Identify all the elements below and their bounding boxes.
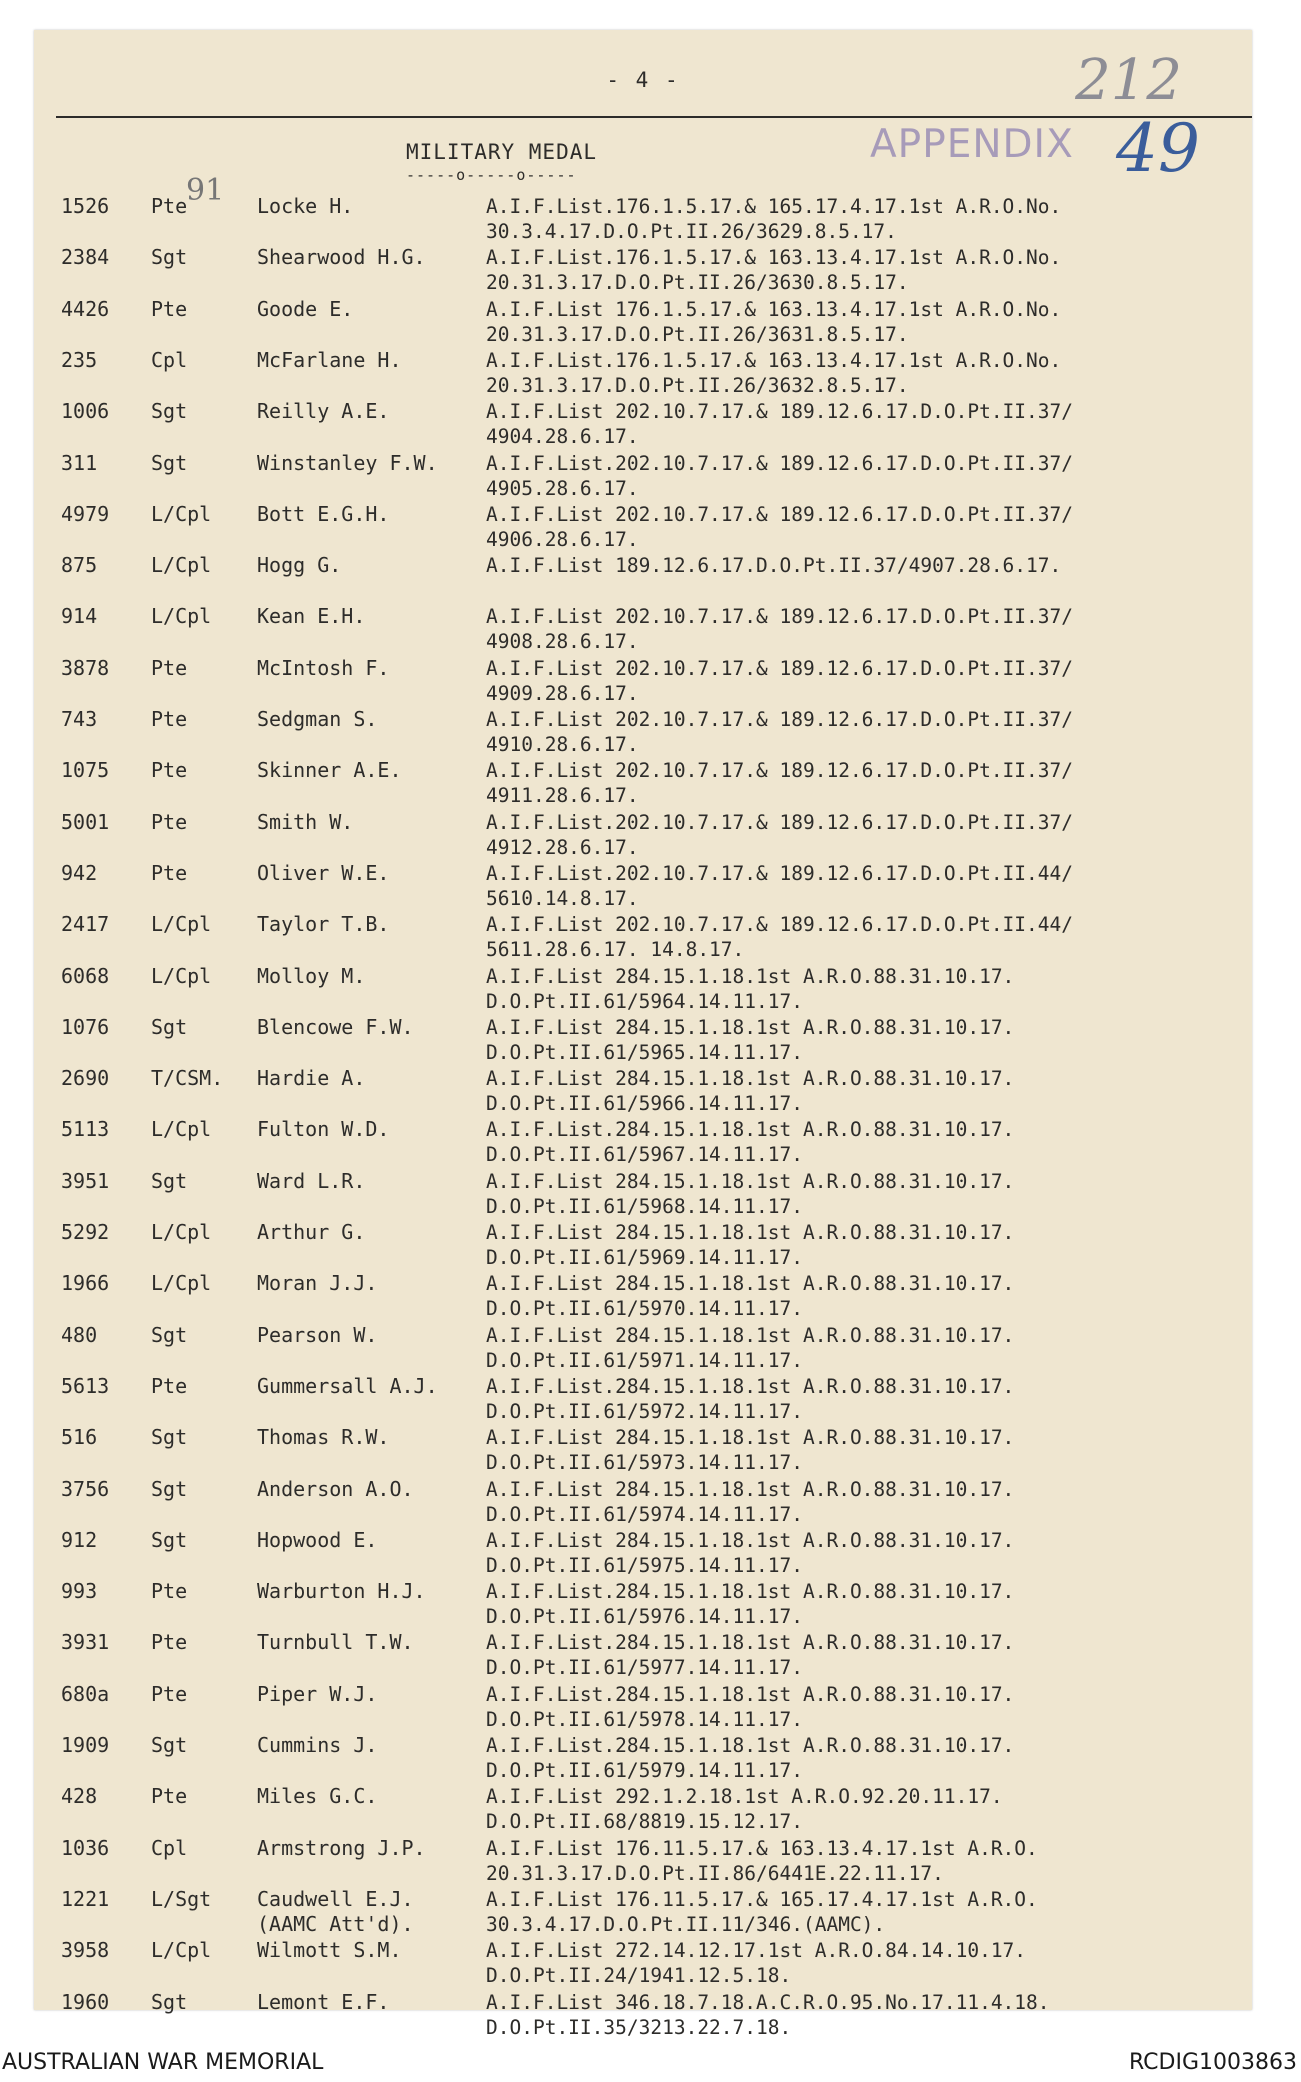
citation-line-2: D.O.Pt.II.61/5966.14.11.17. (486, 1092, 803, 1116)
soldier-name: Taylor T.B. (257, 912, 390, 937)
rank: L/Cpl (151, 912, 212, 937)
citation-line-1: A.I.F.List 202.10.7.17.& 189.12.6.17.D.O.Pt.II.37/ (486, 708, 1073, 731)
rank: Sgt (151, 1476, 188, 1501)
service-number: 3756 (61, 1476, 110, 1501)
citation-reference (486, 1271, 1014, 1321)
citation-line-2: D.O.Pt.II.61/5979.14.11.17. (486, 1759, 803, 1782)
rank: Pte (151, 655, 188, 680)
service-number: 1076 (61, 1014, 110, 1039)
citation-line-1: A.I.F.List 284.15.1.18.1st A.R.O.88.31.10.17. (486, 1221, 1015, 1244)
citation-line-1: A.I.F.List.202.10.7.17.& 189.12.6.17.D.O.Pt.II.37/ (486, 810, 1073, 834)
service-number: 3931 (61, 1630, 110, 1655)
citation-reference (486, 1630, 1014, 1680)
footer-catalogue-id: RCDIG1003863 (1128, 2050, 1297, 2075)
footer-source: AUSTRALIAN WAR MEMORIAL (2, 2050, 324, 2075)
citation-line-2: 5611.28.6.17. 14.8.17. (486, 938, 745, 962)
citation-line-1: A.I.F.List 176.1.5.17.& 163.13.4.17.1st A.R.O.No. (486, 297, 1062, 321)
citation-line-1: A.I.F.List 202.10.7.17.& 189.12.6.17.D.O.Pt.II.37/ (486, 502, 1073, 526)
service-number: 2417 (61, 912, 110, 937)
soldier-name: Winstanley F.W. (257, 450, 438, 475)
citation-line-1: A.I.F.List 284.15.1.18.1st A.R.O.88.31.10.17. (486, 1272, 1015, 1296)
citation-reference (486, 604, 1073, 654)
citation-reference (486, 912, 1073, 962)
citation-line-2: 4912.28.6.17. (486, 835, 639, 859)
citation-line-1: A.I.F.List 202.10.7.17.& 189.12.6.17.D.O.Pt.II.37/ (486, 656, 1073, 680)
appendix-stamp: APPENDIX (870, 122, 1074, 167)
citation-line-1: A.I.F.List 202.10.7.17.& 189.12.6.17.D.O.Pt.II.37/ (486, 400, 1073, 424)
citation-reference (486, 810, 1073, 860)
section-heading: MILITARY MEDAL (406, 140, 598, 164)
citation-line-2: 4908.28.6.17. (486, 630, 639, 654)
citation-line-1: A.I.F.List.284.15.1.18.1st A.R.O.88.31.10.17. (486, 1118, 1015, 1142)
citation-line-2: D.O.Pt.II.61/5973.14.11.17. (486, 1451, 803, 1475)
citation-reference (486, 1528, 1014, 1578)
citation-line-1: A.I.F.List 284.15.1.18.1st A.R.O.88.31.10.17. (486, 1015, 1015, 1039)
citation-line-1: A.I.F.List 176.11.5.17.& 165.17.4.17.1st A.R.O. (486, 1887, 1038, 1911)
soldier-name: McIntosh F. (257, 655, 390, 680)
rank: Pte (151, 194, 188, 218)
citation-reference (486, 348, 1061, 398)
citation-line-1: A.I.F.List.284.15.1.18.1st A.R.O.88.31.10.17. (486, 1682, 1015, 1706)
soldier-name: Locke H. (257, 194, 354, 218)
soldier-name: Piper W.J. (257, 1681, 378, 1706)
service-number: 1221 (61, 1886, 110, 1911)
rank: Sgt (151, 450, 188, 475)
citation-reference (486, 1169, 1014, 1219)
citation-line-2: 4905.28.6.17. (486, 476, 639, 500)
soldier-name: Kean E.H. (257, 604, 366, 629)
service-number: 5292 (61, 1220, 110, 1244)
service-number: 2384 (61, 245, 110, 270)
citation-line-1: A.I.F.List.176.1.5.17.& 163.13.4.17.1st A.R.O.No. (486, 348, 1062, 372)
citation-line-1: A.I.F.List 284.15.1.18.1st A.R.O.88.31.10.17. (486, 1426, 1015, 1450)
citation-reference (486, 1117, 1014, 1167)
citation-reference (486, 1887, 1038, 1937)
soldier-name: Shearwood H.G. (257, 245, 426, 270)
citation-line-2: 20.31.3.17.D.O.Pt.II.86/6441E.22.11.17. (486, 1861, 944, 1885)
rank: L/Sgt (151, 1886, 212, 1911)
citation-reference (486, 758, 1073, 808)
soldier-name: Warburton H.J. (257, 1579, 426, 1604)
citation-line-1: A.I.F.List 176.11.5.17.& 163.13.4.17.1st A.R.O. (486, 1836, 1038, 1860)
citation-line-1: A.I.F.List 272.14.12.17.1st A.R.O.84.14.10.17. (486, 1939, 1027, 1963)
citation-line-2: 4909.28.6.17. (486, 681, 639, 705)
rank: Sgt (151, 1733, 188, 1757)
citation-line-2: D.O.Pt.II.61/5974.14.11.17. (486, 1502, 803, 1526)
citation-reference (486, 1066, 1014, 1116)
soldier-name: Armstrong J.P. (257, 1835, 426, 1860)
service-number: 4426 (61, 296, 110, 321)
rank: Pte (151, 1630, 188, 1655)
soldier-name: Turnbull T.W. (257, 1630, 414, 1655)
citation-line-2: 20.31.3.17.D.O.Pt.II.26/3632.8.5.17. (486, 373, 909, 397)
citation-reference (486, 1015, 1014, 1065)
soldier-name-note: (AAMC Att'd). (257, 1911, 414, 1936)
soldier-name: Bott E.G.H. (257, 501, 390, 526)
citation-line-2: D.O.Pt.II.61/5972.14.11.17. (486, 1399, 803, 1423)
service-number: 875 (61, 553, 98, 578)
rank: L/Cpl (151, 963, 212, 988)
citation-line-1: A.I.F.List 346.18.7.18.A.C.R.O.95.No.17.11.4.18. (486, 1990, 1050, 2014)
citation-reference (486, 1579, 1014, 1629)
soldier-name: Gummersall A.J. (257, 1373, 438, 1398)
service-number: 5613 (61, 1373, 110, 1398)
rank: Sgt (151, 1168, 188, 1193)
citation-line-2: 20.31.3.17.D.O.Pt.II.26/3630.8.5.17. (486, 271, 909, 295)
service-number: 1526 (61, 194, 110, 218)
citation-line-2: 30.3.4.17.D.O.Pt.II.26/3629.8.5.17. (486, 220, 897, 243)
appendix-handwritten-number: 49 (1116, 110, 1200, 187)
citation-line-2: D.O.Pt.II.61/5970.14.11.17. (486, 1297, 803, 1321)
service-number: 942 (61, 860, 98, 885)
header-rule (56, 116, 1252, 118)
rank: L/Cpl (151, 553, 212, 578)
citation-line-2: D.O.Pt.II.61/5964.14.11.17. (486, 989, 803, 1013)
citation-line-1: A.I.F.List.202.10.7.17.& 189.12.6.17.D.O.Pt.II.44/ (486, 861, 1073, 885)
rank: Cpl (151, 1835, 188, 1860)
soldier-name: Miles G.C. (257, 1784, 378, 1809)
citation-line-1: A.I.F.List.202.10.7.17.& 189.12.6.17.D.O.Pt.II.37/ (486, 451, 1073, 475)
citation-line-2: D.O.Pt.II.61/5975.14.11.17. (486, 1553, 803, 1577)
citation-line-1: A.I.F.List.284.15.1.18.1st A.R.O.88.31.10.17. (486, 1631, 1015, 1655)
citation-line-2: 4911.28.6.17. (486, 784, 639, 808)
rank: L/Cpl (151, 1117, 212, 1142)
citation-reference (486, 297, 1061, 347)
rank: Sgt (151, 1989, 188, 2014)
citation-line-2: D.O.Pt.II.61/5971.14.11.17. (486, 1348, 803, 1372)
citation-line-1: A.I.F.List 284.15.1.18.1st A.R.O.88.31.10.17. (486, 1169, 1015, 1193)
citation-line-1: A.I.F.List 284.15.1.18.1st A.R.O.88.31.10.17. (486, 1477, 1015, 1501)
citation-line-2: D.O.Pt.II.68/8819.15.12.17. (486, 1810, 803, 1834)
citation-reference (486, 1220, 1014, 1270)
citation-line-1: A.I.F.List 284.15.1.18.1st A.R.O.88.31.10.17. (486, 1528, 1015, 1552)
service-number: 235 (61, 347, 98, 372)
rank: Pte (151, 809, 188, 834)
soldier-name: Hopwood E. (257, 1527, 378, 1552)
citation-line-1: A.I.F.List 202.10.7.17.& 189.12.6.17.D.O.Pt.II.44/ (486, 913, 1073, 937)
citation-line-1: A.I.F.List 189.12.6.17.D.O.Pt.II.37/4907.28.6.17. (486, 554, 1062, 578)
citation-line-2: D.O.Pt.II.61/5976.14.11.17. (486, 1605, 803, 1629)
soldier-name: Goode E. (257, 296, 354, 321)
citation-reference (486, 502, 1073, 552)
rank: T/CSM. (151, 1066, 224, 1091)
rank: Pte (151, 758, 188, 783)
handwritten-folio-number: 212 (1075, 48, 1182, 113)
soldier-name: Arthur G. (257, 1220, 366, 1244)
rank: Sgt (151, 1527, 188, 1552)
service-number: 3878 (61, 655, 110, 680)
service-number: 4979 (61, 501, 110, 526)
citation-reference (486, 964, 1014, 1014)
service-number: 993 (61, 1579, 98, 1604)
citation-reference (486, 1990, 1050, 2040)
page-number: - 4 - (606, 68, 680, 92)
service-number: 5113 (61, 1117, 110, 1142)
citation-line-2: 4904.28.6.17. (486, 425, 639, 449)
service-number: 1036 (61, 1835, 110, 1860)
rank: Sgt (151, 399, 188, 424)
rank: Sgt (151, 1014, 188, 1039)
soldier-name: Smith W. (257, 809, 354, 834)
soldier-name: Fulton W.D. (257, 1117, 390, 1142)
citation-line-2: D.O.Pt.II.61/5969.14.11.17. (486, 1246, 803, 1269)
citation-line-2: D.O.Pt.II.61/5965.14.11.17. (486, 1040, 803, 1064)
citation-line-2: D.O.Pt.II.61/5977.14.11.17. (486, 1656, 803, 1680)
service-number: 914 (61, 604, 98, 629)
heading-underline: -----o-----o----- (406, 166, 577, 184)
soldier-name: Thomas R.W. (257, 1425, 390, 1450)
service-number: 1075 (61, 758, 110, 783)
rank: Pte (151, 296, 188, 321)
service-number: 680a (61, 1681, 110, 1706)
service-number: 480 (61, 1322, 98, 1347)
citation-reference (486, 451, 1073, 501)
soldier-name: Oliver W.E. (257, 860, 390, 885)
service-number: 428 (61, 1784, 98, 1809)
citation-reference (486, 707, 1073, 757)
citation-line-1: A.I.F.List 284.15.1.18.1st A.R.O.88.31.10.17. (486, 964, 1015, 988)
citation-line-1: A.I.F.List.284.15.1.18.1st A.R.O.88.31.10.17. (486, 1374, 1015, 1398)
citation-line-1: A.I.F.List 284.15.1.18.1st A.R.O.88.31.10.17. (486, 1067, 1015, 1091)
citation-line-1: A.I.F.List 292.1.2.18.1st A.R.O.92.20.11.17. (486, 1785, 1003, 1809)
citation-reference (486, 1425, 1014, 1475)
soldier-name: McFarlane H. (257, 347, 402, 372)
service-number: 1006 (61, 399, 110, 424)
citation-line-1: A.I.F.List 202.10.7.17.& 189.12.6.17.D.O.Pt.II.37/ (486, 605, 1073, 629)
citation-reference (486, 553, 1061, 578)
citation-reference (486, 1784, 1003, 1834)
service-number: 311 (61, 450, 98, 475)
soldier-name: Lemont E.F. (257, 1989, 390, 2014)
margin-note: 91 (186, 173, 225, 208)
rank: Cpl (151, 347, 188, 372)
citation-reference (486, 1477, 1014, 1527)
citation-line-2: D.O.Pt.II.61/5967.14.11.17. (486, 1143, 803, 1167)
service-number: 3958 (61, 1938, 110, 1963)
citation-reference (486, 1836, 1038, 1886)
rank: L/Cpl (151, 1220, 212, 1244)
citation-reference (486, 1733, 1014, 1783)
soldier-name: Skinner A.E. (257, 758, 402, 783)
citation-reference (486, 399, 1073, 449)
soldier-name: Moran J.J. (257, 1271, 378, 1296)
citation-line-2: 20.31.3.17.D.O.Pt.II.26/3631.8.5.17. (486, 322, 909, 346)
citation-line-1: A.I.F.List 284.15.1.18.1st A.R.O.88.31.10.17. (486, 1323, 1015, 1347)
rank: Pte (151, 860, 188, 885)
citation-line-1: A.I.F.List.284.15.1.18.1st A.R.O.88.31.10.17. (486, 1580, 1015, 1604)
soldier-name: Molloy M. (257, 963, 366, 988)
service-number: 3951 (61, 1168, 110, 1193)
rank: Pte (151, 1681, 188, 1706)
rank: Pte (151, 1373, 188, 1398)
soldier-name: Ward L.R. (257, 1168, 366, 1193)
soldier-name: Sedgman S. (257, 707, 378, 731)
service-number: 5001 (61, 809, 110, 834)
service-number: 1909 (61, 1733, 110, 1757)
soldier-name: Blencowe F.W. (257, 1014, 414, 1039)
soldier-name: Pearson W. (257, 1322, 378, 1347)
citation-line-2: D.O.Pt.II.35/3213.22.7.18. (486, 2015, 792, 2039)
soldier-name: Wilmott S.M. (257, 1938, 402, 1963)
citation-line-2: 4910.28.6.17. (486, 733, 639, 756)
citation-reference (486, 245, 1061, 295)
soldier-name: Anderson A.O. (257, 1476, 414, 1501)
soldier-name: Hogg G. (257, 553, 342, 578)
service-number: 1960 (61, 1989, 110, 2014)
rank: Pte (151, 1579, 188, 1604)
service-number: 6068 (61, 963, 110, 988)
citation-line-2: D.O.Pt.II.61/5968.14.11.17. (486, 1194, 803, 1218)
service-number: 1966 (61, 1271, 110, 1296)
rank: Sgt (151, 1425, 188, 1450)
rank: L/Cpl (151, 1938, 212, 1963)
rank: Pte (151, 1784, 188, 1809)
service-number: 743 (61, 707, 98, 731)
citation-line-2: 4906.28.6.17. (486, 527, 639, 551)
citation-reference (486, 1374, 1014, 1424)
citation-reference (486, 1323, 1014, 1373)
citation-reference (486, 1682, 1014, 1732)
soldier-name: Hardie A. (257, 1066, 366, 1091)
soldier-name: Caudwell E.J. (257, 1886, 414, 1911)
rank: L/Cpl (151, 1271, 212, 1296)
soldier-name: Cummins J. (257, 1733, 378, 1757)
citation-reference (486, 861, 1073, 911)
citation-reference (486, 656, 1073, 706)
citation-line-1: A.I.F.List.284.15.1.18.1st A.R.O.88.31.10.17. (486, 1734, 1015, 1757)
service-number: 912 (61, 1527, 98, 1552)
citation-reference (486, 194, 1061, 244)
citation-line-1: A.I.F.List.176.1.5.17.& 163.13.4.17.1st A.R.O.No. (486, 246, 1062, 270)
soldier-name: Reilly A.E. (257, 399, 390, 424)
citation-line-1: A.I.F.List 202.10.7.17.& 189.12.6.17.D.O.Pt.II.37/ (486, 759, 1073, 783)
rank: Sgt (151, 245, 188, 270)
citation-reference (486, 1938, 1026, 1988)
citation-line-2: D.O.Pt.II.24/1941.12.5.18. (486, 1964, 792, 1988)
citation-line-2: D.O.Pt.II.61/5978.14.11.17. (486, 1707, 803, 1731)
citation-line-2: 30.3.4.17.D.O.Pt.II.11/346.(AAMC). (486, 1912, 886, 1936)
service-number: 2690 (61, 1066, 110, 1091)
rank: L/Cpl (151, 501, 212, 526)
rank: Pte (151, 707, 188, 731)
service-number: 516 (61, 1425, 98, 1450)
rank: L/Cpl (151, 604, 212, 629)
document-page (34, 30, 1252, 2039)
citation-line-2: 5610.14.8.17. (486, 886, 639, 910)
citation-line-1: A.I.F.List.176.1.5.17.& 165.17.4.17.1st A.R.O.No. (486, 195, 1062, 218)
rank: Sgt (151, 1322, 188, 1347)
